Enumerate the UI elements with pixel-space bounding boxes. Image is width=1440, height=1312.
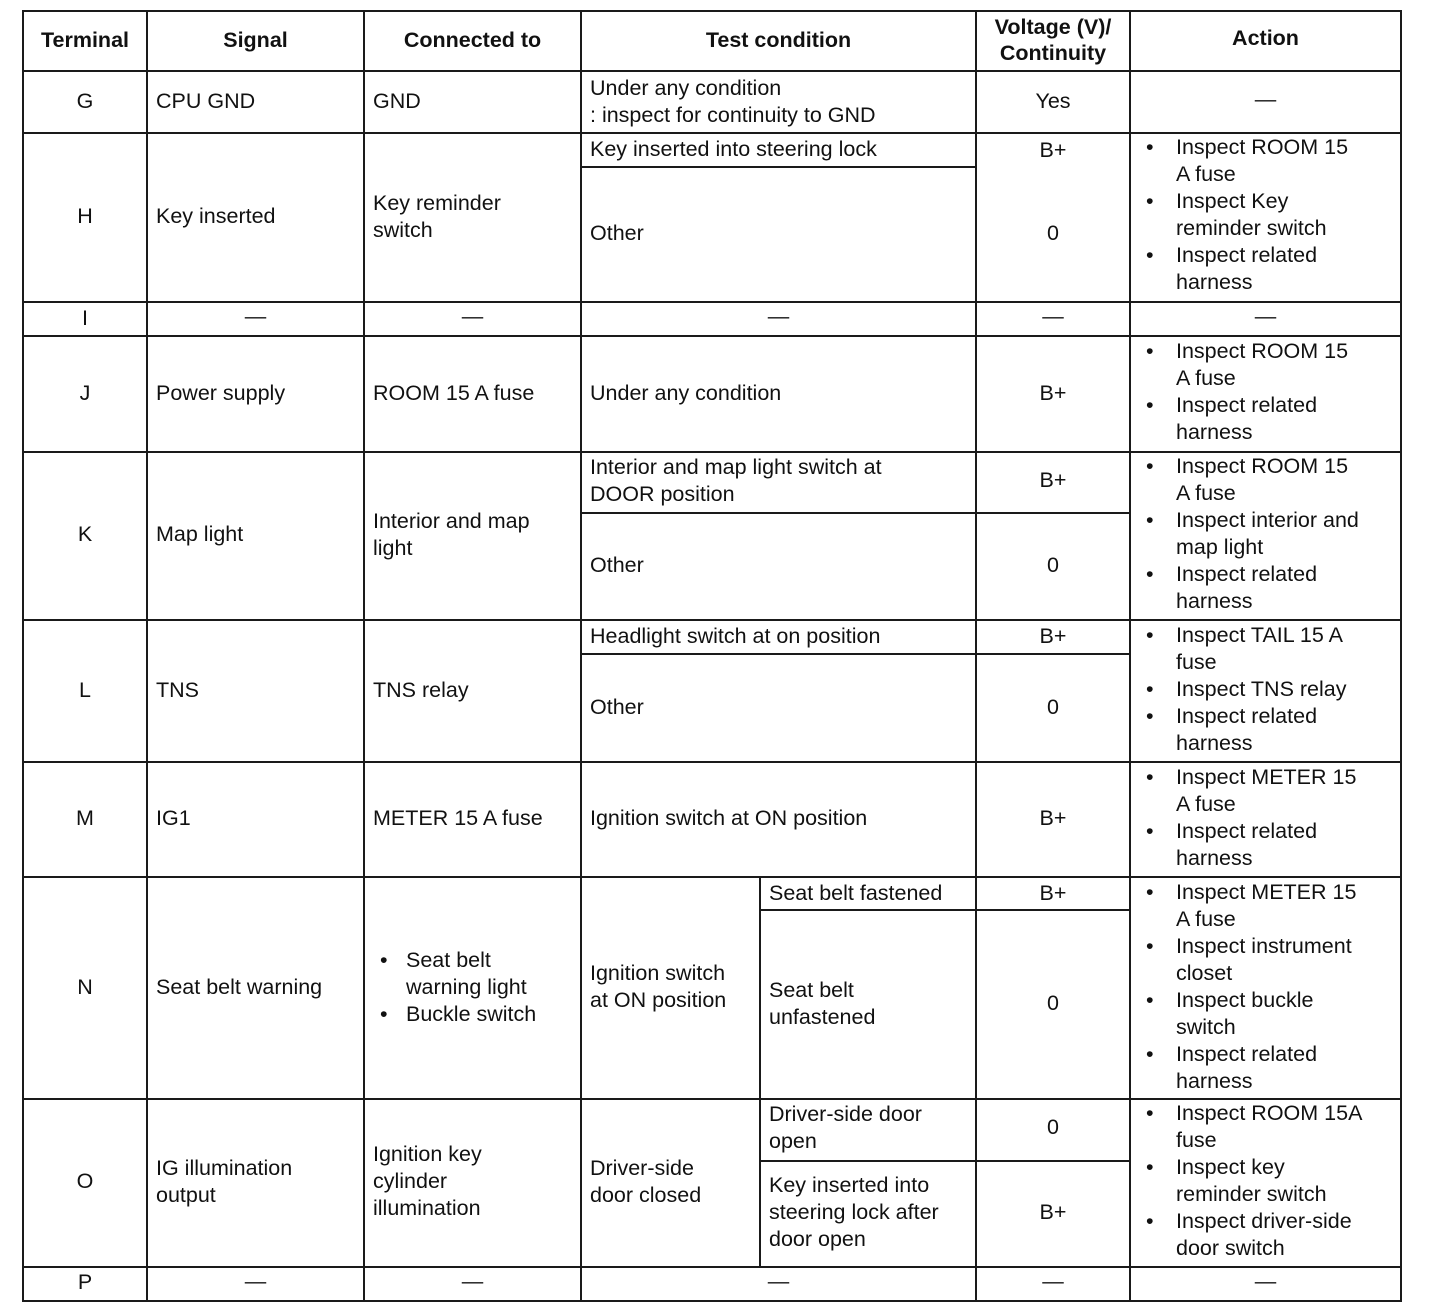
connected-o-line2: cylinder	[373, 1169, 448, 1193]
condition-g-line1: Under any condition	[590, 76, 782, 100]
action-g: —	[1254, 87, 1277, 111]
condition-n-line1: Ignition switch	[590, 961, 726, 985]
condition-j: Under any condition	[590, 381, 782, 405]
condition-g-line2: : inspect for continuity to GND	[590, 103, 876, 127]
rule-bottom	[22, 1300, 1402, 1302]
signal-i: —	[244, 304, 267, 328]
action-list-m	[1131, 764, 1356, 872]
terminal-n: N	[77, 975, 93, 999]
action-list-n	[1131, 879, 1356, 1095]
rule-o-mid	[760, 1160, 1130, 1162]
signal-m: IG1	[156, 806, 191, 830]
rule-i-bottom	[22, 335, 1402, 337]
connected-i: —	[461, 304, 484, 328]
terminal-j: J	[79, 381, 91, 405]
rule-k-mid	[581, 512, 1130, 514]
condition-i: —	[767, 304, 790, 328]
action-item: • Inspect related harness	[1131, 561, 1359, 615]
terminal-i: I	[82, 306, 88, 330]
header-voltage-line1: Voltage (V)/	[994, 15, 1112, 39]
signal-j: Power supply	[156, 381, 286, 405]
connected-item: • Buckle switch	[374, 1001, 536, 1028]
subcondition-o-2-line1: Key inserted into	[769, 1173, 930, 1197]
action-item: • Inspect key reminder switch	[1131, 1154, 1362, 1208]
condition-o-line1: Driver-side	[590, 1156, 694, 1180]
action-item: • Inspect METER 15 A fuse	[1131, 764, 1356, 818]
signal-h: Key inserted	[156, 204, 276, 228]
connected-p: —	[461, 1269, 484, 1293]
connected-k-line2: light	[373, 536, 413, 560]
connected-h-line1: Key reminder	[373, 191, 501, 215]
subcondition-o-1-line1: Driver-side door	[769, 1102, 922, 1126]
rule-l-bottom	[22, 761, 1402, 763]
action-item: • Inspect related harness	[1131, 1041, 1356, 1095]
rule-col-signal	[146, 10, 148, 1302]
signal-p: —	[244, 1269, 267, 1293]
connected-m: METER 15 A fuse	[373, 806, 543, 830]
header-connected-to: Connected to	[403, 28, 542, 52]
rule-col-condition	[580, 10, 582, 1302]
voltage-p: —	[1042, 1269, 1064, 1293]
action-list-j	[1131, 338, 1348, 446]
voltage-n-2: 0	[1047, 991, 1059, 1015]
connected-g: GND	[373, 89, 421, 113]
header-signal: Signal	[223, 28, 288, 52]
action-item: • Inspect METER 15 A fuse	[1131, 879, 1356, 933]
subcondition-n-1: Seat belt fastened	[769, 881, 943, 905]
action-item: • Inspect related harness	[1131, 703, 1346, 757]
voltage-i: —	[1042, 304, 1064, 328]
rule-col-voltage	[975, 10, 977, 1302]
action-item: • Inspect ROOM 15 A fuse	[1131, 134, 1348, 188]
rule-top	[22, 10, 1402, 12]
action-list-k	[1131, 453, 1359, 615]
condition-k-1-line2: DOOR position	[590, 482, 735, 506]
action-p: —	[1254, 1269, 1277, 1293]
signal-o-line1: IG illumination	[156, 1156, 293, 1180]
action-item: • Inspect buckle switch	[1131, 987, 1356, 1041]
subcondition-o-2-line3: door open	[769, 1227, 866, 1251]
signal-g: CPU GND	[156, 89, 256, 113]
signal-k: Map light	[156, 522, 244, 546]
terminal-l: L	[79, 678, 91, 702]
condition-h-1: Key inserted into steering lock	[590, 137, 877, 161]
voltage-m: B+	[1039, 806, 1067, 830]
subcondition-o-2-line2: steering lock after	[769, 1200, 939, 1224]
rule-header-bottom	[22, 70, 1402, 72]
action-list-h	[1131, 134, 1348, 296]
terminal-p: P	[77, 1270, 93, 1294]
voltage-k-2: 0	[1047, 553, 1059, 577]
subcondition-n-2-line2: unfastened	[769, 1005, 876, 1029]
connected-j: ROOM 15 A fuse	[373, 381, 535, 405]
condition-l-1: Headlight switch at on position	[590, 624, 881, 648]
rule-n-mid	[760, 909, 1130, 911]
action-item: • Inspect related harness	[1131, 242, 1348, 296]
terminal-h: H	[77, 204, 93, 228]
rule-col-connected	[363, 10, 365, 1302]
terminal-k: K	[77, 522, 93, 546]
action-item: • Inspect ROOM 15 A fuse	[1131, 338, 1348, 392]
action-list-o	[1131, 1100, 1362, 1262]
signal-l: TNS	[156, 678, 199, 702]
header-action: Action	[1232, 26, 1299, 50]
action-item: • Inspect driver-side door switch	[1131, 1208, 1362, 1262]
action-item: • Inspect ROOM 15A fuse	[1131, 1100, 1362, 1154]
subcondition-n-2-line1: Seat belt	[769, 978, 854, 1002]
voltage-l-2: 0	[1047, 695, 1059, 719]
connected-l: TNS relay	[373, 678, 469, 702]
condition-l-2: Other	[590, 695, 644, 719]
rule-right	[1400, 10, 1402, 1302]
signal-o-line2: output	[156, 1183, 216, 1207]
connected-k-line1: Interior and map	[373, 509, 530, 533]
condition-h-2: Other	[590, 221, 644, 245]
action-item: • Inspect instrument closet	[1131, 933, 1356, 987]
connected-o-line3: illumination	[373, 1196, 481, 1220]
terminal-m: M	[76, 806, 94, 830]
condition-m: Ignition switch at ON position	[590, 806, 868, 830]
voltage-o-2: B+	[1039, 1200, 1067, 1224]
action-item: • Inspect Key reminder switch	[1131, 188, 1348, 242]
voltage-o-1: 0	[1047, 1115, 1059, 1139]
rule-k-bottom	[22, 619, 1402, 621]
condition-k-1-line1: Interior and map light switch at	[590, 455, 882, 479]
connected-o-line1: Ignition key	[373, 1142, 482, 1166]
rule-l-mid	[581, 653, 1130, 655]
header-test-condition: Test condition	[705, 28, 852, 52]
voltage-l-1: B+	[1039, 624, 1067, 648]
action-item: • Inspect ROOM 15 A fuse	[1131, 453, 1359, 507]
action-list-l	[1131, 622, 1346, 757]
header-terminal: Terminal	[40, 28, 129, 52]
voltage-n-1: B+	[1039, 881, 1067, 905]
connected-item: • Seat belt warning light	[374, 947, 536, 1001]
action-item: • Inspect related harness	[1131, 392, 1348, 446]
connected-h-line2: switch	[373, 218, 433, 242]
rule-m-bottom	[22, 876, 1402, 878]
voltage-h-2: 0	[1047, 221, 1059, 245]
voltage-g: Yes	[1035, 89, 1071, 113]
voltage-j: B+	[1039, 381, 1067, 405]
voltage-k-1: B+	[1039, 468, 1067, 492]
condition-n-line2: at ON position	[590, 988, 727, 1012]
rule-col-subcondition	[759, 876, 761, 1268]
action-item: • Inspect interior and map light	[1131, 507, 1359, 561]
action-item: • Inspect related harness	[1131, 818, 1356, 872]
terminal-g: G	[76, 89, 94, 113]
action-item: • Inspect TNS relay	[1131, 676, 1346, 703]
condition-p: —	[767, 1269, 790, 1293]
action-i: —	[1254, 304, 1277, 328]
voltage-h-1: B+	[1039, 138, 1067, 162]
header-voltage-line2: Continuity	[999, 41, 1107, 65]
terminal-o: O	[76, 1169, 94, 1193]
signal-n: Seat belt warning	[156, 975, 323, 999]
subcondition-o-1-line2: open	[769, 1129, 817, 1153]
rule-h-mid	[581, 166, 976, 168]
action-item: • Inspect TAIL 15 A fuse	[1131, 622, 1346, 676]
condition-o-line2: door closed	[590, 1183, 702, 1207]
connected-list-n	[374, 947, 536, 1028]
condition-k-2: Other	[590, 553, 644, 577]
